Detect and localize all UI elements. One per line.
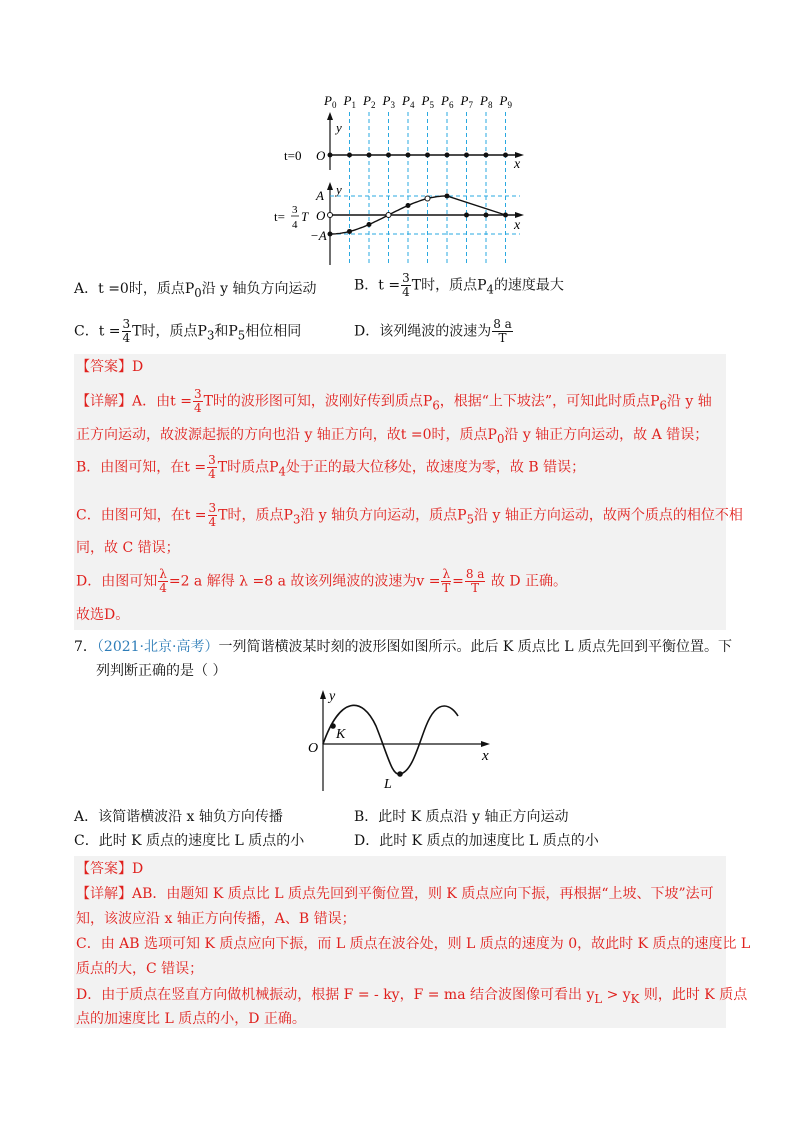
numerator: 3 bbox=[208, 453, 216, 467]
particle-k bbox=[330, 723, 336, 729]
subscript: 6 bbox=[432, 398, 440, 413]
option-text: 的速度最大 bbox=[493, 277, 564, 294]
option-text: 沿 y 轴负方向运动 bbox=[201, 281, 317, 297]
text: T时的波形图可知，波刚好传到质点P bbox=[203, 393, 433, 410]
detail-label: 【详解】 bbox=[76, 886, 132, 902]
particle-label-9: $P_9$ bbox=[499, 93, 512, 110]
text: 则，此时 K 质点 bbox=[639, 987, 748, 1003]
subscript: K bbox=[630, 991, 640, 1006]
row2-particle-0 bbox=[328, 213, 333, 218]
q7-detail-line-2 bbox=[76, 908, 356, 930]
particle-k-label: K bbox=[336, 727, 346, 742]
text: 知，该波应沿 x 轴正方向传播，A、B 错误； bbox=[76, 911, 356, 927]
text: 故 D 正确。 bbox=[486, 573, 568, 590]
option-text: C．此时 K 质点的速度比 L 质点的小 bbox=[74, 833, 305, 849]
q7-detail-line-6 bbox=[76, 1008, 306, 1030]
q6-detail-line-1 bbox=[76, 388, 712, 416]
text: T时质点P bbox=[217, 459, 279, 476]
particle-label-6: $P_6$ bbox=[441, 93, 454, 110]
denominator: 4 bbox=[122, 331, 131, 345]
fraction bbox=[441, 568, 451, 595]
question-number: 7． bbox=[74, 639, 97, 655]
text: 沿 y 轴负方向运动，质点P bbox=[300, 507, 467, 524]
subscript: 3 bbox=[206, 328, 215, 343]
q6-detail-line-7 bbox=[76, 604, 129, 626]
text: 故选D。 bbox=[76, 607, 130, 623]
row1-particle-3 bbox=[386, 153, 391, 158]
numerator: λ bbox=[159, 567, 167, 581]
question-text: 列判断正确的是（ ） bbox=[96, 663, 227, 679]
q7-detail-line-3 bbox=[76, 933, 750, 955]
row2-particle-0-displaced bbox=[328, 232, 333, 237]
x-axis-label-2: x bbox=[514, 218, 521, 233]
particle-gridlines bbox=[350, 112, 506, 265]
numerator: 3 bbox=[122, 317, 131, 331]
fraction bbox=[122, 318, 132, 345]
row2-particle-5 bbox=[425, 196, 430, 201]
q7-detail-line-5 bbox=[76, 984, 747, 1010]
x-axis-label: x bbox=[482, 748, 489, 764]
row1-particle-5 bbox=[425, 153, 430, 158]
denominator: 4 bbox=[208, 515, 217, 529]
option-text: 相位相同 bbox=[245, 323, 302, 340]
fraction bbox=[492, 318, 513, 345]
y-axis-label: y bbox=[329, 689, 336, 704]
text: D．由于质点在竖直方向做机械振动，根据 F = - ky，F = ma 结合波图像可看出 y bbox=[76, 987, 595, 1003]
numerator: 3 bbox=[208, 501, 217, 515]
wave-figure-1 bbox=[270, 90, 540, 270]
row2-particle-1 bbox=[347, 229, 352, 234]
fraction bbox=[208, 502, 218, 529]
denominator: 4 bbox=[193, 401, 202, 415]
q7-answer bbox=[76, 858, 143, 880]
row2-particle-7 bbox=[464, 213, 469, 218]
text: D．由图可知 bbox=[76, 573, 158, 590]
answer-value: D bbox=[132, 861, 144, 877]
question-source: （2021·北京·高考） bbox=[96, 639, 219, 655]
option-text: 和P bbox=[214, 323, 238, 340]
particle-l-label: L bbox=[384, 777, 392, 792]
q7-stem-line-2 bbox=[96, 660, 226, 682]
row1-particle-2 bbox=[367, 153, 372, 158]
denominator: 4 bbox=[402, 285, 410, 299]
detail-label: 【详解】 bbox=[76, 393, 132, 410]
q7-option-a[interactable] bbox=[74, 806, 283, 828]
y-axis-label-1: y bbox=[336, 120, 342, 135]
particle-label-3: $P_3$ bbox=[382, 93, 395, 110]
fraction bbox=[207, 454, 217, 481]
amplitude-neg-label: −A bbox=[310, 228, 327, 243]
particle-label-5: $P_5$ bbox=[421, 93, 434, 110]
q7-detail-line-4 bbox=[76, 958, 203, 980]
t0-label: t=0 bbox=[284, 148, 302, 163]
option-text: 该列绳波的波速为 bbox=[379, 323, 492, 340]
denominator: 4 bbox=[208, 467, 216, 481]
particle-label-8: $P_8$ bbox=[480, 93, 493, 110]
text: AB．由题知 K 质点比 L 质点先回到平衡位置，则 K 质点应向下振，再根据“上坡、下坡”法可 bbox=[132, 886, 714, 902]
particle-label-4: $P_4$ bbox=[402, 93, 415, 110]
text: A．由 bbox=[132, 393, 171, 410]
q7-option-b[interactable] bbox=[354, 806, 568, 828]
row2-particle-2 bbox=[367, 222, 372, 227]
row1-particle-9 bbox=[503, 153, 508, 158]
row1-particle-1 bbox=[347, 153, 352, 158]
text: = bbox=[452, 573, 464, 590]
answer-label: 【答案】 bbox=[76, 861, 132, 877]
origin-label: O bbox=[308, 741, 319, 756]
answer-label: 【答案】 bbox=[76, 359, 132, 375]
row2-particle-4 bbox=[406, 203, 411, 208]
option-letter: A． bbox=[74, 281, 99, 297]
option-text: t =0时，质点P bbox=[98, 281, 195, 297]
origin-label-1: O bbox=[316, 148, 326, 163]
text: T时，质点P bbox=[218, 507, 293, 524]
q6-option-c[interactable] bbox=[74, 318, 301, 346]
text: 处于正的最大位移处，故速度为零，故 B 错误； bbox=[285, 459, 586, 476]
wave-figure-2 bbox=[300, 686, 500, 798]
option-text: t = bbox=[98, 323, 121, 340]
text: 同，故 C 错误； bbox=[76, 540, 180, 556]
text: B．由图可知，在t = bbox=[76, 459, 207, 476]
t34-label-prefix: t= bbox=[274, 209, 285, 224]
q6-detail-line-5 bbox=[76, 537, 180, 559]
text: t = bbox=[170, 393, 192, 410]
q6-detail-line-6 bbox=[76, 568, 567, 595]
subscript: L bbox=[594, 991, 603, 1006]
text: 沿 y 轴正方向运动，故 A 错误； bbox=[504, 427, 709, 443]
q7-stem-line-1 bbox=[74, 636, 732, 658]
q7-detail-line-1 bbox=[76, 883, 714, 905]
option-letter: C． bbox=[74, 323, 99, 340]
text: 沿 y 轴 bbox=[666, 393, 712, 410]
text: C．由 AB 选项可知 K 质点应向下振，而 L 质点在波谷处，则 L 质点的速度为 0，故此时 K 质点的速度比 L bbox=[76, 936, 751, 952]
row1-particle-6 bbox=[445, 153, 450, 158]
subscript: 0 bbox=[194, 285, 202, 300]
question-text: 一列简谐横波某时刻的波形图如图所示。此后 K 质点比 L 质点先回到平衡位置。下 bbox=[218, 639, 733, 655]
option-letter: D． bbox=[354, 323, 380, 340]
subscript: 4 bbox=[278, 464, 286, 479]
amplitude-pos-label: A bbox=[316, 188, 324, 203]
fraction bbox=[158, 568, 168, 595]
numerator: 3 bbox=[193, 387, 202, 401]
q6-option-a[interactable] bbox=[74, 278, 317, 304]
row2-particle-6 bbox=[445, 194, 450, 199]
particle-label-7: $P_7$ bbox=[460, 93, 473, 110]
subscript: 5 bbox=[466, 512, 475, 527]
q6-answer bbox=[76, 356, 143, 378]
fraction bbox=[401, 272, 411, 299]
subscript: 3 bbox=[292, 512, 301, 527]
numerator: 3 bbox=[402, 271, 410, 285]
row2-particle-9 bbox=[503, 213, 508, 218]
row1-particle-0 bbox=[328, 153, 333, 158]
q6-detail-line-2 bbox=[76, 424, 708, 450]
text: 沿 y 轴正方向运动，故两个质点的相位不相 bbox=[474, 507, 743, 524]
subscript: 4 bbox=[486, 282, 494, 297]
row1-particle-7 bbox=[464, 153, 469, 158]
text: =2 a 解得 λ =8 a 故该列绳波的波速为v = bbox=[168, 573, 441, 590]
text: 正方向运动，故波源起振的方向也沿 y 轴正方向，故t =0时，质点P bbox=[76, 427, 497, 443]
t34-num: 3 bbox=[292, 204, 298, 216]
q6-option-d[interactable] bbox=[354, 318, 514, 345]
row1-particle-4 bbox=[406, 153, 411, 158]
option-letter: B． bbox=[354, 277, 379, 294]
fraction bbox=[193, 388, 203, 415]
t34-den: 4 bbox=[292, 219, 298, 231]
x-axis-label-1: x bbox=[514, 157, 521, 172]
denominator: 4 bbox=[159, 581, 167, 595]
origin-label-2: O bbox=[316, 208, 326, 223]
row2-particle-3 bbox=[386, 213, 391, 218]
option-text: T时，质点P bbox=[132, 323, 207, 340]
t34-suffix: T bbox=[301, 209, 309, 224]
row2-particle-8 bbox=[484, 213, 489, 218]
fraction bbox=[465, 568, 486, 595]
subscript: 5 bbox=[237, 328, 246, 343]
denominator: T bbox=[442, 581, 451, 595]
particle-l bbox=[397, 771, 403, 777]
option-text: t = bbox=[378, 277, 401, 294]
denominator: T bbox=[498, 331, 507, 345]
q6-detail-line-4 bbox=[76, 502, 743, 530]
option-text: A．该简谐横波沿 x 轴负方向传播 bbox=[74, 809, 283, 825]
answer-value: D bbox=[132, 359, 144, 375]
option-text: T时，质点P bbox=[411, 277, 487, 294]
q7-option-d[interactable] bbox=[354, 830, 599, 852]
text: C．由图可知，在t = bbox=[76, 507, 207, 524]
q7-option-c[interactable] bbox=[74, 830, 304, 852]
denominator: T bbox=[471, 581, 480, 595]
q6-detail-line-3 bbox=[76, 454, 585, 482]
subscript: 0 bbox=[496, 431, 505, 446]
text: 质点的大，C 错误； bbox=[76, 961, 204, 977]
option-text: D．此时 K 质点的加速度比 L 质点的小 bbox=[354, 833, 599, 849]
row1-particle-8 bbox=[484, 153, 489, 158]
text: ，根据“上下坡法”，可知此时质点P bbox=[439, 393, 660, 410]
subscript: 6 bbox=[659, 398, 667, 413]
option-text: B．此时 K 质点沿 y 轴正方向运动 bbox=[354, 809, 569, 825]
numerator: 8 a bbox=[465, 567, 485, 581]
particle-labels bbox=[323, 93, 512, 110]
numerator: λ bbox=[442, 567, 451, 581]
particle-label-2: $P_2$ bbox=[363, 93, 376, 110]
text: 点的加速度比 L 质点的小，D 正确。 bbox=[76, 1011, 306, 1027]
numerator: 8 a bbox=[493, 317, 512, 331]
text: > y bbox=[602, 987, 631, 1003]
q6-option-b[interactable] bbox=[354, 272, 564, 300]
y-axis-label-2: y bbox=[336, 182, 342, 197]
particle-label-1: $P_1$ bbox=[343, 93, 356, 110]
particle-label-0: $P_0$ bbox=[324, 93, 337, 110]
